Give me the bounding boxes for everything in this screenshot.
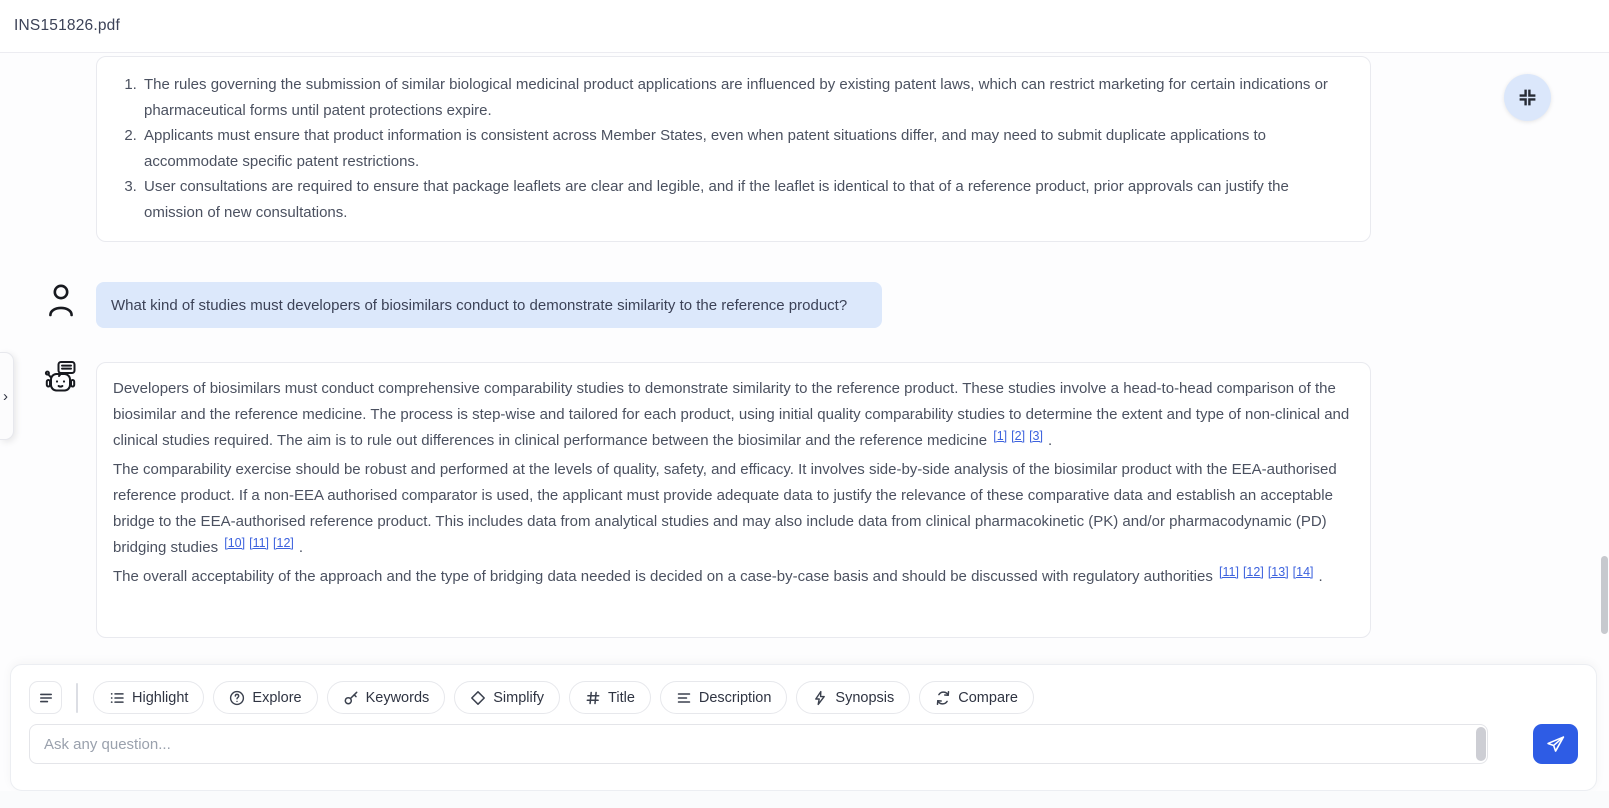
text-lines-icon: [38, 690, 54, 706]
chip-label: Title: [608, 689, 635, 706]
chip-explore[interactable]: [213, 681, 317, 714]
user-message-text: What kind of studies must developers of biosimilars conduct to demonstrate similarity to the reference product?: [111, 296, 848, 314]
chip-simplify[interactable]: [454, 681, 560, 714]
assistant-summary-card: [96, 56, 1371, 242]
answer-paragraph: [113, 376, 1354, 454]
send-button[interactable]: [1533, 724, 1578, 764]
answer-paragraph: [113, 564, 1354, 590]
citation-link[interactable]: [11]: [249, 536, 270, 550]
question-circle-icon: [229, 690, 245, 706]
summary-list: [97, 72, 1346, 226]
list-item: 1. The rules governing the submission of similar biological medicinal product applications are influenced by existing patent laws, which can restrict marketing for certain indications or pharmaceutical forms until patent protections expire.: [141, 72, 1346, 123]
citation-link[interactable]: [10]: [224, 536, 246, 550]
diamond-icon: [470, 690, 486, 706]
chip-label: Compare: [958, 689, 1018, 706]
chip-synopsis[interactable]: [796, 681, 910, 714]
page-background-strip: [0, 791, 1609, 808]
sentence-period: .: [298, 539, 304, 556]
document-title: INS151826.pdf: [14, 17, 121, 34]
chip-label: Description: [698, 689, 772, 706]
compress-icon: [1518, 88, 1537, 107]
question-input-wrap: [29, 724, 1488, 764]
swap-arrows-icon: [935, 690, 951, 706]
chip-description[interactable]: [660, 681, 788, 714]
question-input[interactable]: [29, 724, 1488, 764]
hash-icon: [585, 690, 601, 706]
chip-highlight[interactable]: [93, 681, 204, 714]
citation-link[interactable]: [1]: [993, 429, 1008, 443]
assistant-answer-card: [96, 362, 1371, 638]
key-icon: [343, 690, 359, 706]
send-icon: [1545, 734, 1566, 755]
chip-label: Keywords: [365, 689, 430, 706]
user-icon: [48, 283, 74, 317]
composer-row: [29, 724, 1578, 764]
expand-sidebar-tab[interactable]: [0, 352, 14, 440]
sentence-period: .: [1318, 568, 1323, 585]
citation-link[interactable]: [2]: [1011, 429, 1026, 443]
citation-link[interactable]: [3]: [1029, 429, 1043, 443]
citation-link[interactable]: [11]: [1219, 565, 1239, 579]
paragraph-text: The comparability exercise should be robust and performed at the levels of quality, safety, and efficacy. It involves side-by-side analysis of the biosimilar product with the EEA-authorised reference product. If a non-EEA authorised comparator is used, the applicant must provide adequate data to justify the relevance of these comparative data and establish an acceptable bridge to the EEA-authorised reference product. This includes data from analytical studies and may also include data from clinical pharmacokinetic (PK) and/or pharmacodynamic (PD) bridging studies: [113, 461, 1337, 556]
prompt-toolbar: [29, 681, 1578, 714]
page-scrollbar-thumb[interactable]: [1601, 556, 1608, 634]
user-message-bubble: [96, 282, 882, 328]
chip-keywords[interactable]: [327, 681, 446, 714]
compress-view-button[interactable]: [1504, 74, 1551, 121]
list-icon: [109, 690, 125, 706]
chevron-right-icon: ›: [3, 387, 8, 405]
paragraph-text: Developers of biosimilars must conduct comprehensive comparability studies to demonstrate similarity to the reference product. These studies involve a head-to-head comparison of the biosimilar and the reference medicine. The process is step-wise and tailored for each product, using initial quality comparability studies to determine the extent and type of non-clinical and clinical studies required. The aim is to rule out differences in clinical performance between the biosimilar and the reference medicine: [113, 380, 1350, 449]
header: [0, 0, 1609, 53]
robot-icon: [43, 360, 79, 396]
list-item: 3. User consultations are required to ensure that package leaflets are clear and legible, and if the leaflet is identical to that of a reference product, prior approvals can justify the omission of new consultations.: [141, 174, 1346, 225]
list-item: 2. Applicants must ensure that product information is consistent across Member States, even when patent situations differ, and may need to submit duplicate applications to accommodate specific patent restrictions.: [141, 123, 1346, 174]
chip-compare[interactable]: [919, 681, 1034, 714]
chip-label: Explore: [252, 689, 302, 706]
citation-link[interactable]: [14]: [1292, 565, 1314, 579]
composer-panel: [10, 664, 1597, 791]
answer-paragraph: [113, 457, 1354, 561]
citation-link[interactable]: [12]: [273, 536, 294, 550]
paragraph-text: The overall acceptability of the approach and the type of bridging data needed is decided on a case-by-case basis and should be discussed with regulatory authorities: [113, 568, 1213, 585]
input-scrollbar-thumb[interactable]: [1476, 727, 1486, 761]
toolbar-divider: [76, 683, 78, 713]
chip-label: Simplify: [493, 689, 545, 706]
chip-title[interactable]: [569, 681, 651, 714]
sentence-period: .: [1047, 432, 1053, 449]
citation-link[interactable]: [12]: [1242, 565, 1264, 579]
citation-link[interactable]: [13]: [1267, 565, 1289, 579]
prompt-templates-button[interactable]: [29, 681, 62, 714]
align-left-icon: [676, 690, 692, 706]
lightning-icon: [812, 690, 828, 706]
chip-label: Synopsis: [835, 689, 895, 706]
chip-label: Highlight: [132, 689, 189, 706]
